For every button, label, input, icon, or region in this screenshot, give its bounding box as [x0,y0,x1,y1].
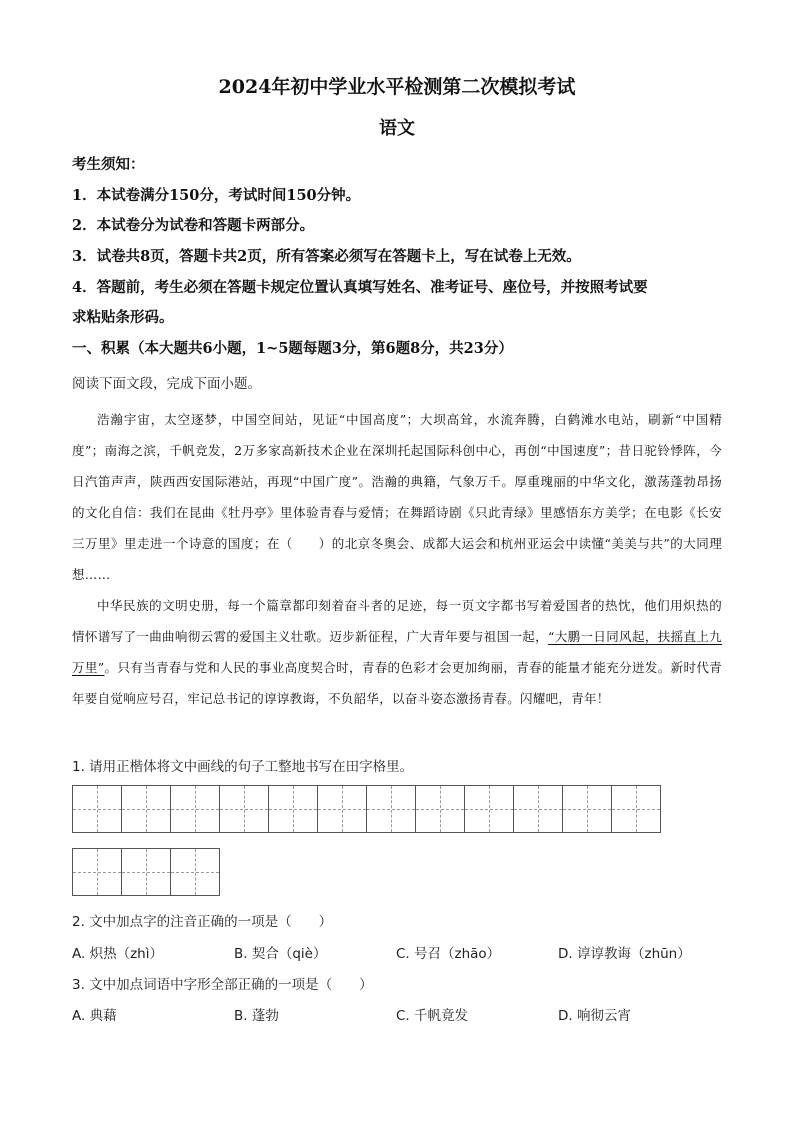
exam-subject: 语文 [379,118,415,139]
passage-text: 中华民族的文明史册，每一个篇章都印刻着奋斗者的足迹，每一页文字都书写着爱国者的热忱，他们用炽热的情怀谱写了一曲曲响彻云霄的爱国主义壮歌。迈步新征程，广大青年要与祖国一起， [72,598,722,644]
q2-option-c[interactable]: C. 号召（zhāo） [396,946,501,962]
section-heading: 一、积累（本大题共6小题，1~5题每题3分，第6题8分，共23分） [72,340,513,357]
notice-item: 2．本试卷分为试卷和答题卡两部分。 [72,217,315,234]
grid-cell[interactable] [121,848,171,896]
grid-cell[interactable] [513,785,563,833]
notice-item: 1．本试卷满分150分，考试时间150分钟。 [72,187,361,204]
grid-cell[interactable] [268,785,318,833]
section-instruction: 阅读下面文段，完成下面小题。 [72,376,261,392]
reading-passage [72,404,722,714]
notice-item: 求粘贴条形码。 [72,309,174,326]
question-2: 2. 文中加点字的注音正确的一项是（ ） [72,914,333,930]
passage-paragraph-1: 浩瀚宇宙，太空逐梦，中国空间站，见证“中国高度”；大坝高耸，水流奔腾，白鹤滩水电站，刷新“中国精度”；南海之滨，千帆竞发，2万多家高新技术企业在深圳托起国际科创中心，再创“中国速度”；昔日驼铃悸阵，今日汽笛声声，陕西西安国际港站，再现“中国广度”。浩瀚的典籍，气象万千。厚重瑰丽的中华文化，激荡蓬勃昂扬的文化自信：我们在昆曲《牡丹亭》里体验青春与爱情；在舞蹈诗剧《只此青绿》里感悟东方美学；在电影《长安三万里》里走进一个诗意的国度；在（ ）的北京冬奥会、成都大运会和杭州亚运会中读懂“美美与共”的大同理想…… [72,412,722,582]
passage-paragraph-2 [72,590,722,714]
writing-grid-row-2 [72,848,219,896]
grid-cell[interactable] [170,848,220,896]
exam-title: 2024年初中学业水平检测第二次模拟考试 [218,76,576,98]
q3-option-a[interactable]: A. 典藉 [72,1008,117,1024]
q3-option-d[interactable]: D. 响彻云宵 [558,1008,631,1024]
passage-text: 。只有当青春与党和人民的事业高度契合时，青春的色彩才会更加绚丽，青春的能量才能充分迸发。新时代青年要自觉响应号召，牢记总书记的谆谆教诲，不负韶华，以奋斗姿态激扬青春。闪耀吧，青年！ [72,660,723,706]
grid-cell[interactable] [219,785,269,833]
question-3: 3. 文中加点词语中字形全部正确的一项是（ ） [72,977,373,993]
grid-cell[interactable] [72,848,122,896]
grid-cell[interactable] [611,785,661,833]
q2-option-a[interactable]: A. 炽热（zhì） [72,946,163,962]
q2-option-b[interactable]: B. 契合（qiè） [234,946,327,962]
notice-item: 4．答题前，考生必须在答题卡规定位置认真填写姓名、准考证号、座位号，并按照考试要 [72,279,648,296]
question-1: 1. 请用正楷体将文中画线的句子工整地书写在田字格里。 [72,759,414,775]
writing-grid-row-1 [72,785,660,833]
grid-cell[interactable] [366,785,416,833]
q3-option-c[interactable]: C. 千帆竟发 [396,1008,469,1024]
grid-cell[interactable] [415,785,465,833]
underlined-sentence: “大鹏一日同风起，扶摇直上九万里” [72,629,722,675]
grid-cell[interactable] [170,785,220,833]
grid-cell[interactable] [464,785,514,833]
grid-cell[interactable] [562,785,612,833]
notice-item: 3．试卷共8页，答题卡共2页，所有答案必须写在答题卡上，写在试卷上无效。 [72,248,581,265]
grid-cell[interactable] [317,785,367,833]
q3-option-b[interactable]: B. 蓬勃 [234,1008,279,1024]
grid-cell[interactable] [72,785,122,833]
notice-heading: 考生须知： [72,156,145,173]
q2-option-d[interactable]: D. 谆谆教诲（zhūn） [558,946,691,962]
grid-cell[interactable] [121,785,171,833]
